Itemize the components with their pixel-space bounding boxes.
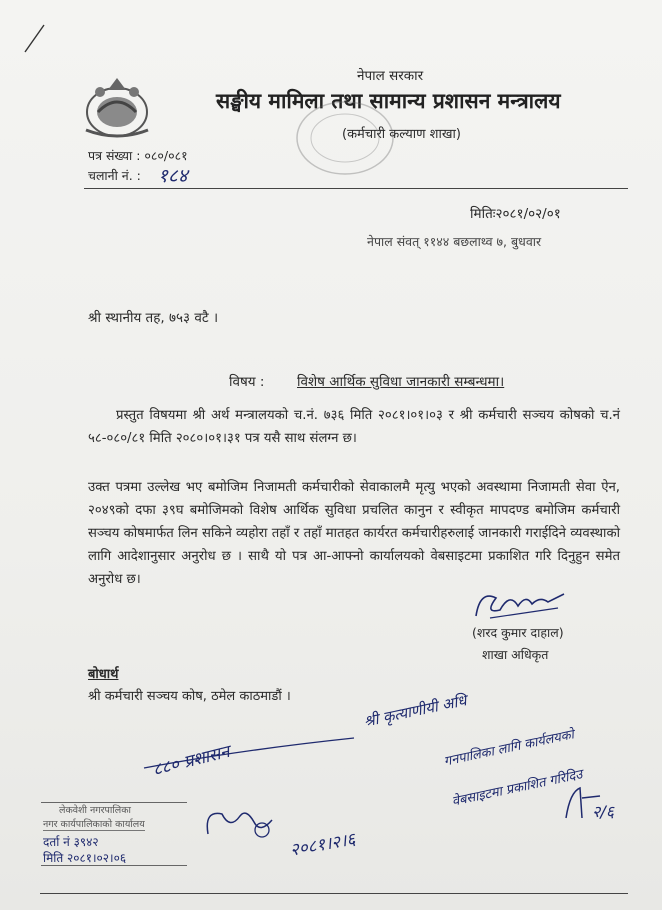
letter-number: पत्र संख्या : ०८०/०८१ (88, 148, 188, 163)
header-divider (84, 188, 628, 189)
signatory-name: (शरद कुमार दाहाल) (472, 625, 564, 640)
signatory-title: शाखा अधिकृत (482, 647, 549, 662)
handwritten-initials (200, 800, 280, 844)
nepal-government-emblem (78, 72, 156, 140)
bottom-rule (40, 893, 628, 894)
receipt-date: मिति २०८१।०२।०६ (43, 851, 127, 865)
section-name: (कर्मचारी कल्याण शाखा) (342, 127, 461, 142)
office-seal-stamp (290, 96, 400, 180)
cc-recipient: श्री कर्मचारी सञ्चय कोष, ठमेल काठमाडौं । (88, 689, 291, 704)
date-line: मितिः२०८१/०२/०१ (470, 206, 561, 222)
recipient-line: श्री स्थानीय तह, ७५३ वटै । (88, 310, 219, 326)
handwritten-note-1: श्री कृत्याणीयी अधि (362, 691, 469, 731)
ministry-name: सङ्घीय मामिला तथा सामान्य प्रशासन मन्त्रालय (216, 89, 561, 113)
receipt-registration-number: दर्ता नं ३९४२ (43, 835, 99, 849)
official-signature (470, 584, 570, 626)
handwritten-note-5: २०८१।२।६ (288, 829, 357, 861)
handwritten-note-3: वेबसाइटमा प्रकाशित गरिदिउ (450, 767, 584, 810)
dispatch-number-label: चलानी नं. : (88, 168, 141, 183)
handwritten-underline (140, 732, 360, 772)
dispatch-number-value: १८४ (158, 165, 188, 187)
body-paragraph-1: प्रस्तुत विषयमा श्री अर्थ मन्त्रालयको च.नं. ७३६ मिति २०८१।०१।०३ र श्री कर्मचारी सञ्चय कोषको च.नं ५८-०८०/८१ मिति २०८०।०१।३१ पत्र यसै साथ संलग्न छ। (88, 408, 620, 446)
body-paragraph-2: उक्त पत्रमा उल्लेख भए बमोजिम निजामती कर्मचारीको सेवाकालमै मृत्यु भएको अवस्थामा निजामती सेवा ऐन, २०४९को दफा ३९घ बमोजिमको विशेष आर्थिक सुविधा प्रचलित कानुन र स्वीकृत मापदण्ड बमोजिम कर्मचारी सञ्चय कोषमार्फत लिन सकिने व्यहोरा तहाँ र तहाँ मातहत कार्यरत कर्मचारीहरुलाई जानकारी गराईदिने व्यवस्थाको लागि आदेशानुसार अनुरोध छ । साथै यो पत्र आ-आफ्नो कार्यालयको वेबसाइटमा प्रकाशित गरि दिनुहुन समेत अनुरोध छ। (88, 480, 620, 587)
handwritten-note-2: गनपालिका लागि कार्यलयको (442, 727, 576, 770)
subject-text: विशेष आर्थिक सुविधा जानकारी सम्बन्धमा। (297, 374, 505, 390)
government-name: नेपाल सरकार (357, 68, 424, 84)
nepal-sambat-date: नेपाल संवत् ११४४ बछलाथ्व ७, बुधवार (367, 234, 542, 249)
approval-date: २/६ (592, 802, 615, 821)
receipt-stamp-office: लेकवेशी नगरपालिका (59, 805, 131, 816)
handwritten-note-4: ८८० प्रशासन (150, 741, 232, 781)
receipt-stamp-dept: नगर कार्यपालिकाको कार्यालय (43, 819, 145, 830)
receipt-stamp (41, 802, 187, 866)
pen-scratch-mark (22, 22, 48, 54)
subject-label: विषय : (229, 374, 265, 390)
cc-label: बोधार्थ (88, 667, 119, 682)
